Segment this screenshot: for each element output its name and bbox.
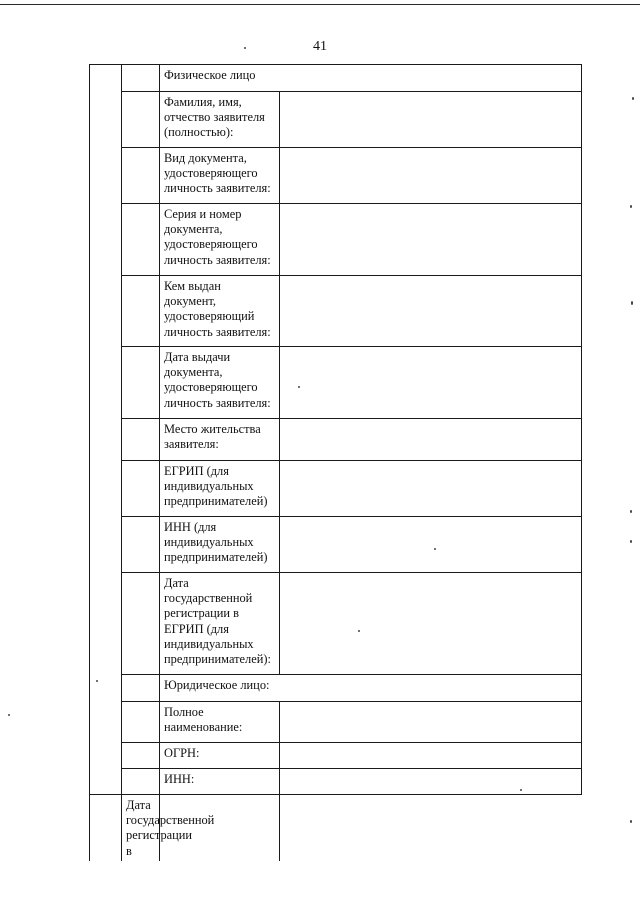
field-value-egrip[interactable] [280, 461, 582, 517]
field-label-cell [160, 419, 280, 461]
field-label-cell [160, 148, 280, 204]
field-value-egrip-registration-date[interactable] [280, 573, 582, 675]
field-label-cell [160, 92, 280, 148]
row-number-cell [122, 92, 160, 148]
scan-speck [630, 820, 632, 823]
scan-speck [434, 548, 436, 550]
section-header-label: Физическое лицо [164, 68, 256, 82]
field-label: Вид документа, удостоверяющего личность заявителя: [164, 151, 271, 196]
scan-speck [632, 97, 634, 100]
scan-speck [358, 630, 360, 632]
applicant-form-table [89, 64, 582, 861]
field-label: ИНН (для индивидуальных предпринимателей) [164, 520, 268, 565]
section-header-legal [160, 675, 582, 702]
field-value-inn-legal[interactable] [280, 769, 582, 795]
field-value-text [280, 702, 581, 707]
row-number-cell [122, 461, 160, 517]
field-label-cell [160, 702, 280, 743]
form-row [90, 702, 582, 743]
row-number-cell [122, 204, 160, 276]
page-number: 41 [313, 39, 327, 54]
field-label: Кем выдан документ, удостоверяющий личность заявителя: [164, 279, 271, 339]
row-number-cell [122, 419, 160, 461]
field-label: ЕГРИП (для индивидуальных предпринимателей) [164, 464, 268, 509]
form-row [90, 276, 582, 347]
scan-speck [8, 714, 10, 716]
scan-speck [630, 510, 632, 513]
section-header-label: Юридическое лицо: [164, 678, 270, 692]
field-label: Полное наименование: [164, 705, 243, 735]
row-number-cell [90, 795, 122, 861]
field-value-text [160, 795, 279, 800]
field-value-text [280, 461, 581, 466]
field-value-text [280, 148, 581, 153]
form-row [90, 204, 582, 276]
form-row [90, 795, 582, 861]
field-label-cell [160, 347, 280, 419]
field-value-ogrn[interactable] [280, 743, 582, 769]
section-header-row-legal [90, 675, 582, 702]
field-label: Дата государственной регистрации в ЕГРИП (для индивидуальных предпринимателей): [164, 576, 271, 667]
field-label: Дата выдачи документа, удостоверяющего личность заявителя: [164, 350, 271, 410]
field-value-inn-individual[interactable] [280, 517, 582, 573]
scan-speck [96, 680, 98, 682]
scan-speck [298, 386, 300, 388]
form-row [90, 517, 582, 573]
row-number-cell [122, 573, 160, 675]
form-row [90, 92, 582, 148]
field-value-residence[interactable] [280, 419, 582, 461]
field-label: ОГРН: [164, 746, 200, 760]
field-label-cell [160, 461, 280, 517]
row-number-cell [122, 65, 160, 92]
field-label-cell [160, 573, 280, 675]
field-label: ИНН: [164, 772, 195, 786]
field-value-text [280, 769, 581, 774]
field-value-text [280, 743, 581, 748]
scan-speck [631, 301, 633, 305]
row-number-cell [122, 675, 160, 702]
field-value-text [280, 419, 581, 424]
outer-margin-column [90, 65, 122, 795]
scan-speck [630, 540, 632, 543]
scan-speck [244, 47, 246, 49]
row-number-cell [122, 148, 160, 204]
field-value-text [280, 517, 581, 522]
row-number-cell [122, 517, 160, 573]
form-row [90, 573, 582, 675]
row-number-cell [122, 769, 160, 795]
field-value-text [280, 347, 581, 352]
field-label: Серия и номер документа, удостоверяющего личность заявителя: [164, 207, 271, 267]
field-value-text [280, 276, 581, 281]
form-row [90, 461, 582, 517]
scan-speck [520, 789, 522, 791]
field-value-document-series-number[interactable] [280, 204, 582, 276]
row-number-cell [122, 702, 160, 743]
field-value-issue-date[interactable] [280, 347, 582, 419]
field-label: Дата государственной регистрации в [126, 798, 215, 858]
row-number-cell [122, 347, 160, 419]
top-scan-edge [0, 4, 640, 5]
field-label-cell [160, 743, 280, 769]
field-value-issued-by[interactable] [280, 276, 582, 347]
field-value-text [280, 204, 581, 209]
row-number-cell [122, 276, 160, 347]
field-label-cell [160, 204, 280, 276]
section-header-individual [160, 65, 582, 92]
field-value-document-type[interactable] [280, 148, 582, 204]
row-number-cell [122, 743, 160, 769]
field-label-cell [122, 795, 215, 861]
field-label-cell [160, 769, 280, 795]
field-label-cell [160, 276, 280, 347]
form-row [90, 769, 582, 795]
field-value-full-legal-name[interactable] [280, 702, 582, 743]
form-row [90, 419, 582, 461]
field-value-text [280, 92, 581, 97]
field-value-text [280, 573, 581, 578]
form-row [90, 743, 582, 769]
field-label: Фамилия, имя, отчество заявителя (полностью): [164, 95, 265, 140]
field-label: Место жительства заявителя: [164, 422, 261, 452]
field-value-full-name[interactable] [280, 92, 582, 148]
field-label-cell [160, 517, 280, 573]
form-row [90, 347, 582, 419]
section-header-row-individual [90, 65, 582, 92]
scan-speck [630, 205, 632, 208]
form-row [90, 148, 582, 204]
